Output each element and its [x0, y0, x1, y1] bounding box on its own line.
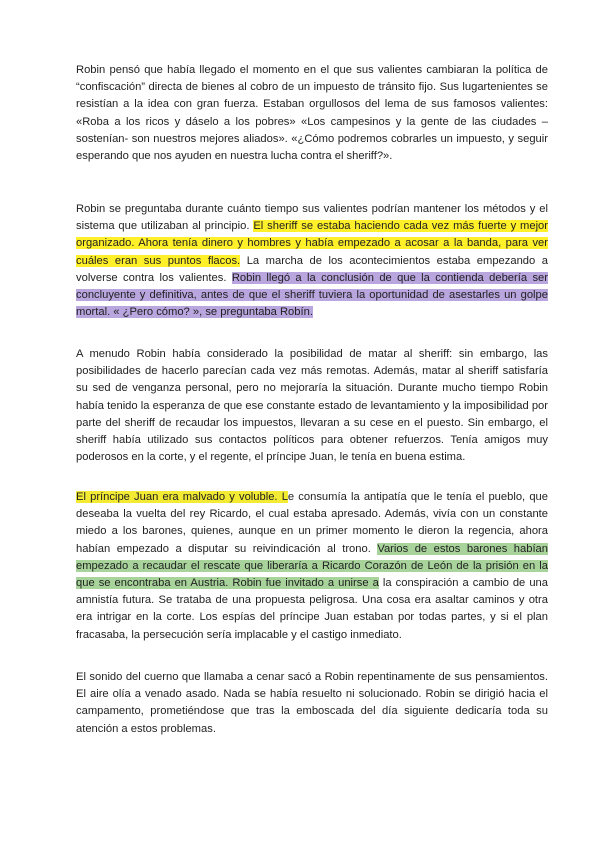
paragraph-5-text: El sonido del cuerno que llamaba a cenar sacó a Robin repentinamente de sus pensamientos. El aire olía a venado asado. Nada se había resuelto ni solucionado. Robin se dirigió hacia el campamento, prometiéndose que tras la emboscada del día siguiente dedicaría toda su atención a estos problemas. — [76, 671, 548, 735]
paragraph-1-text: Robin pensó que había llegado el momento en el que sus valientes cambiaran la política de “confiscación” directa de bienes al cobro de un impuesto de tránsito fijo. Sus lugartenientes se resistían a la idea con gran fuerza. Estaban orgullosos del lema de sus famosos valientes: «Roba a los ricos y dáselo a los pobres» «Los campesinos y la gente de las ciudades – sostenían- son nuestros mejores aliados». «¿Cómo podremos cobrarles un impuesto, y seguir esperando que nos ayuden en nuestra lucha contra el sheriff?». — [76, 64, 548, 163]
paragraph-2-text-b: La marcha de los acontecimientos estaba empezando a volverse contra los valientes. — [76, 254, 548, 284]
paragraph-4 — [76, 489, 548, 644]
paragraph-2-text-a: Robin se preguntaba durante cuánto tiempo sus valientes podrían mantener los métodos y el sistema que utilizaban al principio. — [76, 203, 548, 233]
paragraph-5 — [76, 669, 548, 738]
paragraph-4-highlight-yellow: El príncipe Juan era malvado y voluble. L — [76, 491, 288, 503]
paragraph-1 — [76, 62, 548, 165]
paragraph-4-text-b: la conspiración a cambio de una amnistía futura. Se trataba de una propuesta peligrosa. Una cosa era asaltar caminos y otra era intrigar en la corte. Los espías del príncipe Juan estaban por todas partes, y si el plan fracasaba, la persecución sería implacable y el castigo inmediato. — [76, 577, 548, 641]
paragraph-4-highlight-green: Varios de estos barones habían empezado a recaudar el rescate que liberaría a Ricardo Corazón de León de la prisión en la que se encontraba en Austria. Robin fue invitado a unirse a — [76, 542, 548, 590]
paragraph-3 — [76, 346, 548, 466]
paragraph-2 — [76, 201, 548, 321]
paragraph-4-text-a: e consumía la antipatía que le tenía el pueblo, que deseaba la vuelta del rey Ricardo, el cual estaba apresado. Además, vivía con un constante miedo a los barones, quienes, aunque en un primer momento le dieron la regencia, ahora habían empezado a disputar su reivindicación al trono. — [76, 491, 548, 555]
paragraph-2-highlight-purple: Robin llegó a la conclusión de que la contienda debería ser concluyente y definitiva, antes de que el sheriff tuviera la oportunidad de asestarles un golpe mortal. « ¿Pero cómo? », se preguntaba Robín. — [76, 271, 548, 319]
paragraph-3-text: A menudo Robin había considerado la posibilidad de matar al sheriff: sin embargo, las posibilidades de hacerlo parecían cada vez más remotas. Además, matar al sheriff satisfaría su sed de venganza personal, pero no mejoraría la situación. Durante mucho tiempo Robin había tenido la esperanza de que ese constante estado de levantamiento y la imposibilidad por parte del sheriff de recaudar los impuestos, llevaran a su cese en el puesto. Sin embargo, el sheriff había utilizado sus contactos políticos para obtener refuerzos. Tenía amigos muy poderosos en la corte, y el regente, el príncipe Juan, le tenía en buena estima. — [76, 348, 548, 464]
paragraph-2-highlight-yellow: El sheriff se estaba haciendo cada vez más fuerte y mejor organizado. Ahora tenía dinero y hombres y había empezado a acosar a la banda, para ver cuáles eran sus puntos flacos. — [76, 220, 549, 267]
